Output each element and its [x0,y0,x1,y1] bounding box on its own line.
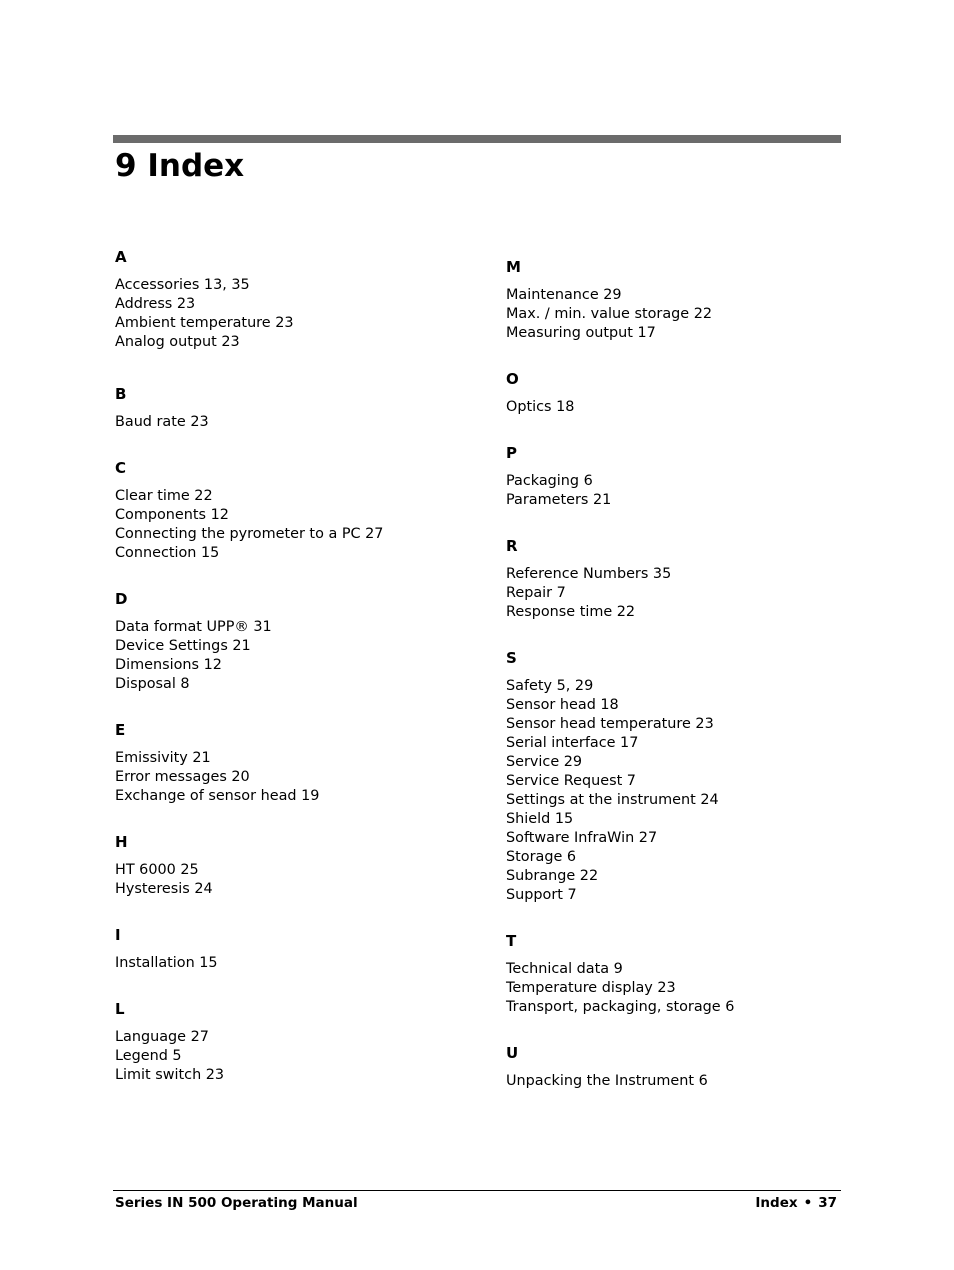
section-letter: R [506,537,518,555]
index-entry: Shield 15 [506,811,574,827]
index-entry: Subrange 22 [506,868,599,884]
index-entry: Reference Numbers 35 [506,566,672,582]
index-entry: Max. / min. value storage 22 [506,306,713,322]
index-entry: Settings at the instrument 24 [506,792,719,808]
entry-list [115,1028,495,1085]
index-entry: Software InfraWin 27 [506,830,658,846]
footer-rule [113,1190,841,1191]
entry-list [506,677,886,905]
index-section [115,831,495,899]
footer-separator: • [803,1195,813,1211]
entry-list [115,276,495,352]
index-entry: Ambient temperature 23 [115,315,294,331]
entry-list [506,286,886,343]
index-column-left [115,246,495,1085]
index-section [506,930,886,1017]
index-entry: Service 29 [506,754,583,770]
section-letter: D [115,590,128,608]
index-column-right [506,256,886,1091]
entry-list [115,487,495,563]
index-section [506,256,886,343]
index-entry: Exchange of sensor head 19 [115,788,320,804]
entry-list [506,398,886,417]
footer-page-info [755,1194,837,1212]
index-entry: Device Settings 21 [115,638,251,654]
index-entry: Clear time 22 [115,488,213,504]
index-entry: Hysteresis 24 [115,881,213,897]
index-entry: Disposal 8 [115,676,190,692]
index-section [115,246,495,352]
index-entry: Response time 22 [506,604,636,620]
entry-list [506,472,886,510]
section-letter: O [506,370,519,388]
index-section [115,924,495,973]
index-section [506,647,886,905]
section-letter: E [115,721,126,739]
index-entry: Transport, packaging, storage 6 [506,999,735,1015]
chapter-title: 9 Index [115,148,245,184]
entry-list [115,413,495,432]
index-entry: Limit switch 23 [115,1067,225,1083]
section-letter: B [115,385,127,403]
index-entry: Data format UPP® 31 [115,619,272,635]
entry-list [115,749,495,806]
entry-list [506,1072,886,1091]
index-section [115,457,495,563]
index-entry: Serial interface 17 [506,735,639,751]
index-entry: Address 23 [115,296,196,312]
index-entry: Measuring output 17 [506,325,656,341]
index-entry: Error messages 20 [115,769,250,785]
chapter-rule [113,135,841,143]
index-entry: Installation 15 [115,955,218,971]
index-entry: Emissivity 21 [115,750,211,766]
index-section [115,383,495,432]
index-entry: Unpacking the Instrument 6 [506,1073,708,1089]
index-entry: Service Request 7 [506,773,636,789]
index-section [115,719,495,806]
index-entry: Technical data 9 [506,961,623,977]
index-section [506,368,886,417]
entry-list [115,618,495,694]
section-letter: U [506,1044,519,1062]
index-entry: Analog output 23 [115,334,240,350]
entry-list [115,954,495,973]
index-entry: HT 6000 25 [115,862,199,878]
section-letter: I [115,926,121,944]
footer-manual-title: Series IN 500 Operating Manual [115,1195,358,1211]
index-section [506,442,886,510]
index-entry: Components 12 [115,507,229,523]
index-section [115,588,495,694]
entry-list [506,565,886,622]
section-letter: M [506,258,521,276]
index-entry: Repair 7 [506,585,566,601]
entry-list [506,960,886,1017]
index-section [506,1042,886,1091]
index-entry: Support 7 [506,887,577,903]
index-section [506,535,886,622]
index-entry: Legend 5 [115,1048,182,1064]
section-letter: H [115,833,128,851]
section-letter: T [506,932,517,950]
index-entry: Dimensions 12 [115,657,222,673]
index-entry: Packaging 6 [506,473,593,489]
index-entry: Language 27 [115,1029,209,1045]
index-entry: Sensor head 18 [506,697,619,713]
index-entry: Maintenance 29 [506,287,622,303]
section-letter: A [115,248,127,266]
index-entry: Optics 18 [506,399,575,415]
index-entry: Connection 15 [115,545,220,561]
index-entry: Baud rate 23 [115,414,209,430]
section-letter: S [506,649,517,667]
index-entry: Storage 6 [506,849,577,865]
footer-page-number: 37 [818,1195,837,1211]
section-letter: L [115,1000,125,1018]
index-entry: Parameters 21 [506,492,612,508]
footer-section-name: Index [755,1195,798,1211]
index-section [115,998,495,1085]
index-entry: Sensor head temperature 23 [506,716,714,732]
section-letter: C [115,459,127,477]
index-entry: Safety 5, 29 [506,678,594,694]
entry-list [115,861,495,899]
index-entry: Temperature display 23 [506,980,676,996]
index-entry: Connecting the pyrometer to a PC 27 [115,526,384,542]
index-entry: Accessories 13, 35 [115,277,250,293]
section-letter: P [506,444,517,462]
